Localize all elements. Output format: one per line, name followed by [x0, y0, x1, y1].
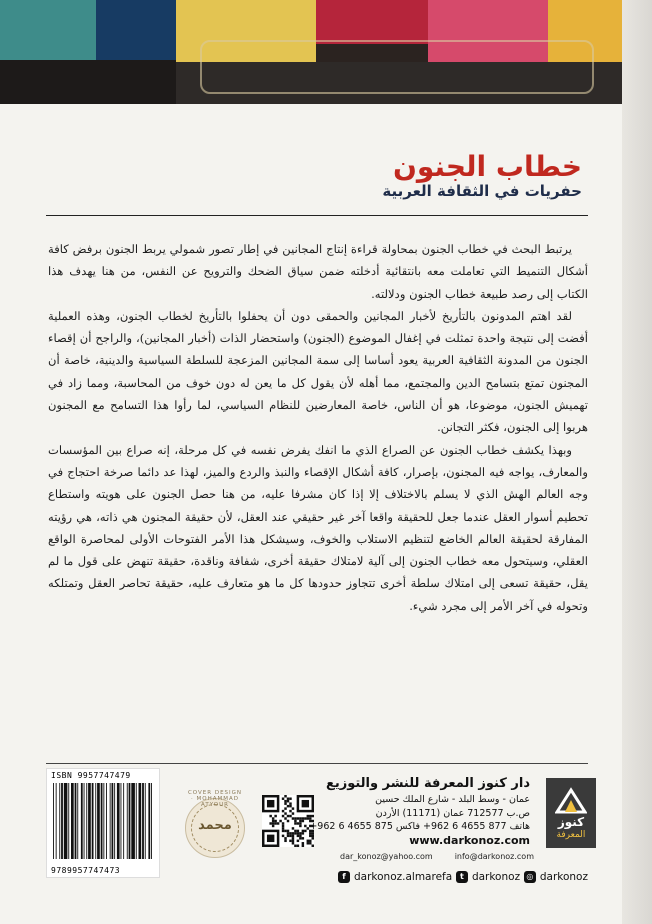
qr-module — [289, 797, 291, 799]
qr-module — [284, 830, 286, 832]
social-links — [338, 871, 588, 883]
qr-module — [284, 812, 286, 814]
qr-module — [284, 837, 286, 839]
blurb-paragraph: وبهذا يكشف خطاب الجنون عن الصراع الذي ما انفك يفرض نفسه في كل مرحلة، إنه صراع بين المؤسسات والمعارف، يواجه فيه المجنون، بإصرار، كافة أشكال الإقصاء والنبذ والردع والميز، لهذا عد دائما صرخة احتجاج في وجه العالم الهش الذي لا يسلم بالاختلاف إلا إذا كان مشرفا عليه، من هنا حصل الجنون على هويته واستطاع تحطيم أسوار العقل عندما جعل للحقيقة واقعا آخر غير حقيقي عند العقل، لأن حقيقة المجنون هي ذاته، هي رؤيته المفارقة لحقيقة العالم الخاضع لتنظيم الاستلاب والخوف، وسيشكل هذا الأمر الفتوحات الأولى لمحاصرة الواقع العقلي، وسيتحول معه خطاب الجنون إلى آلية لامتلاك حقيقة أخرى، شفافة وناقدة، حقيقة تنهض على قول ما لم يقل، حقيقة تسعى إلى امتلاك سلطة أخرى تتجاوز حدودها كل ما هو متعارف عليه، حقيقة تحاصر العقل وتمتلكه وتحوله في آخر الأمر إلى مجرد شيء. — [48, 442, 588, 613]
qr-module — [287, 805, 289, 807]
book-subtitle: حفريات في الثقافة العربية — [382, 182, 582, 200]
qr-module — [294, 822, 296, 824]
qr-module — [284, 800, 286, 802]
qr-module — [272, 817, 274, 819]
publisher-logo — [546, 778, 596, 848]
seal-label: COVER DESIGN · MOHAMMAD ATYOUR — [187, 790, 243, 808]
publisher-info — [309, 775, 530, 848]
qr-module — [297, 832, 299, 834]
seal-mark: محمد — [198, 818, 232, 833]
qr-module — [304, 817, 306, 819]
qr-module — [284, 802, 286, 804]
qr-module — [297, 845, 299, 847]
art-frame-outline — [200, 40, 594, 94]
qr-module — [297, 830, 299, 832]
qr-module — [289, 840, 291, 842]
qr-module — [302, 832, 304, 834]
barcode-bar — [71, 783, 74, 859]
twitter-link[interactable] — [456, 871, 520, 883]
barcode-bar — [106, 783, 107, 859]
barcode-bar — [61, 783, 63, 859]
qr-module — [282, 835, 284, 837]
barcode-bar — [68, 783, 69, 859]
footer-divider — [46, 763, 588, 764]
qr-module — [299, 817, 301, 819]
twitter-icon: t — [456, 871, 468, 883]
barcode-bar — [131, 783, 135, 859]
qr-module — [282, 827, 284, 829]
qr-module — [302, 830, 304, 832]
publisher-address: عمان - وسط البلد - شارع الملك حسين — [375, 794, 530, 805]
spine-edge — [622, 0, 652, 924]
qr-module — [272, 825, 274, 827]
qr-module — [292, 827, 294, 829]
qr-module — [289, 832, 291, 834]
logo-sub: المعرفة — [556, 830, 586, 840]
qr-module — [294, 830, 296, 832]
qr-module — [284, 795, 286, 797]
barcode-bar — [53, 783, 54, 859]
qr-module — [277, 822, 279, 824]
art-navy-block — [96, 0, 176, 60]
qr-module — [287, 797, 289, 799]
barcode-bar — [56, 783, 57, 859]
qr-module — [294, 817, 296, 819]
qr-module — [299, 822, 301, 824]
barcode-bar — [145, 783, 146, 859]
publisher-emails — [340, 852, 534, 861]
barcode-bar — [64, 783, 68, 859]
barcode-bar — [88, 783, 91, 859]
qr-module — [302, 837, 304, 839]
qr-module — [267, 800, 274, 807]
qr-module — [282, 797, 284, 799]
qr-module — [292, 840, 294, 842]
barcode-bar — [103, 783, 104, 859]
qr-module — [302, 800, 309, 807]
qr-module — [282, 825, 284, 827]
designer-seal — [185, 790, 245, 858]
qr-module — [282, 822, 284, 824]
instagram-handle: darkonoz — [539, 871, 588, 883]
qr-module — [269, 815, 271, 817]
qr-module — [284, 817, 286, 819]
publisher-website[interactable]: www.darkonoz.com — [409, 833, 530, 847]
qr-module — [294, 845, 296, 847]
qr-module — [304, 825, 306, 827]
qr-module — [294, 832, 296, 834]
barcode-bar — [121, 783, 122, 859]
qr-module — [289, 835, 291, 837]
blurb-paragraph: لقد اهتم المدونون بالتأريخ لأخبار المجانين والحمقى دون أن يحفلوا بالتأريخ لخطاب الجنون، وهذه العملية أفضت إلى نتيجة واحدة تمثلت في إغفال الموضوع (الجنون) واستحضار الذات (أخبار المجانين)، والراجح أن إقصاء الجنون من المدونة الثقافية العربية يعود أساسا إلى سمة المجانين المزعجة للسلطة السياسية والدينية، خاصة أن المجنون تمتع بتسامح الدين والمجتمع، مما أهله لأن يقول كل ما يعن له دون خوف من المحاسبة، ومما زاد في تهميش الجنون، موضوعا، هو أن الناس، خاصة المعارضين للنظام السياسي، لما رأوا هذا التسامح مع المجنون هربوا إلى الجنون، فكثر التجانن. — [48, 308, 588, 435]
qr-code — [262, 795, 314, 847]
art-dark-band — [0, 60, 176, 104]
qr-module — [272, 820, 274, 822]
qr-module — [292, 817, 294, 819]
twitter-handle: darkonoz — [471, 871, 521, 883]
barcode-digits: 9789957747473 — [51, 866, 121, 875]
instagram-icon: ◎ — [524, 871, 536, 883]
barcode-bar — [129, 783, 131, 859]
qr-module — [302, 845, 304, 847]
qr-module — [287, 830, 289, 832]
qr-module — [284, 840, 286, 842]
barcode-bar — [86, 783, 87, 859]
qr-module — [287, 800, 289, 802]
qr-module — [292, 832, 294, 834]
qr-module — [297, 835, 299, 837]
cover-artwork — [0, 0, 652, 104]
qr-module — [287, 832, 289, 834]
facebook-handle: darkonoz.almarefa — [354, 871, 453, 883]
publisher-pobox: ص.ب 712577 عمان (11171) الأردن — [375, 807, 530, 819]
barcode-bar — [92, 783, 94, 859]
qr-module — [289, 810, 291, 812]
qr-module — [272, 822, 274, 824]
barcode-bar — [117, 783, 120, 859]
qr-module — [299, 825, 301, 827]
qr-module — [282, 815, 284, 817]
qr-module — [267, 835, 274, 842]
art-red-block — [316, 0, 428, 44]
barcode-bar — [97, 783, 100, 859]
qr-module — [299, 837, 301, 839]
qr-module — [292, 835, 294, 837]
logo-name: كنوز — [557, 815, 585, 829]
qr-module — [287, 815, 289, 817]
qr-module — [299, 832, 301, 834]
qr-module — [292, 812, 294, 814]
qr-module — [289, 802, 291, 804]
publisher-email-2[interactable]: dar_konoz@yahoo.com — [340, 852, 433, 861]
barcode-bar — [151, 783, 152, 859]
book-title: خطاب الجنون — [392, 150, 582, 183]
qr-module — [274, 822, 276, 824]
qr-module — [282, 810, 284, 812]
publisher-phone: هاتف 877 4655 6 962+ فاكس 875 4655 6 962+ — [309, 821, 530, 832]
qr-module — [294, 820, 296, 822]
barcode-bars — [53, 783, 153, 859]
qr-module — [304, 830, 306, 832]
blurb-paragraph: يرتبط البحث في خطاب الجنون بمحاولة قراءة إنتاج المجانين في إطار تصور شمولي يربط الجنون برفض كافة أشكال التنميط التي تعاملت معه بانتقائية أدخلته ضمن سياق الضحك والترويح عن النفس، من هنا يهدف هذا الكتاب إلى رصد طبيعة خطاب الجنون ودلالته. — [48, 242, 588, 301]
barcode-bar — [75, 783, 77, 859]
barcode-bar — [77, 783, 78, 859]
qr-module — [289, 815, 291, 817]
publisher-email-1[interactable]: info@darkonoz.com — [454, 852, 534, 861]
qr-module — [282, 830, 284, 832]
qr-module — [292, 837, 294, 839]
barcode-bar — [101, 783, 103, 859]
barcode-bar — [59, 783, 60, 859]
barcode-bar — [136, 783, 137, 859]
barcode-bar — [123, 783, 124, 859]
barcode-bar — [142, 783, 144, 859]
isbn-barcode — [46, 768, 160, 878]
qr-module — [297, 840, 299, 842]
facebook-link[interactable] — [338, 871, 452, 883]
qr-module — [302, 817, 304, 819]
title-divider — [46, 215, 588, 216]
qr-module — [302, 820, 304, 822]
barcode-bar — [114, 783, 115, 859]
barcode-bar — [148, 783, 150, 859]
qr-module — [269, 822, 271, 824]
qr-module — [279, 820, 281, 822]
barcode-bar — [127, 783, 128, 859]
qr-module — [274, 820, 276, 822]
qr-module — [287, 835, 289, 837]
instagram-link[interactable] — [524, 871, 588, 883]
qr-module — [297, 817, 299, 819]
barcode-bar — [81, 783, 83, 859]
facebook-icon: f — [338, 871, 350, 883]
barcode-bar — [110, 783, 111, 859]
barcode-bar — [84, 783, 85, 859]
isbn-label: ISBN 9957747479 — [51, 771, 131, 780]
qr-module — [299, 820, 301, 822]
publisher-name: دار كنوز المعرفة للنشر والتوزيع — [325, 776, 530, 791]
qr-module — [274, 815, 276, 817]
back-cover-blurb — [48, 238, 588, 617]
qr-module — [292, 842, 294, 844]
qr-module — [297, 822, 299, 824]
barcode-bar — [139, 783, 142, 859]
barcode-bar — [95, 783, 96, 859]
art-teal-block — [0, 0, 96, 60]
barcode-bar — [112, 783, 114, 859]
qr-module — [289, 805, 291, 807]
qr-module — [287, 820, 289, 822]
qr-module — [302, 842, 304, 844]
logo-mark-icon — [555, 786, 587, 814]
qr-module — [299, 835, 301, 837]
qr-module — [284, 807, 286, 809]
qr-module — [292, 807, 294, 809]
